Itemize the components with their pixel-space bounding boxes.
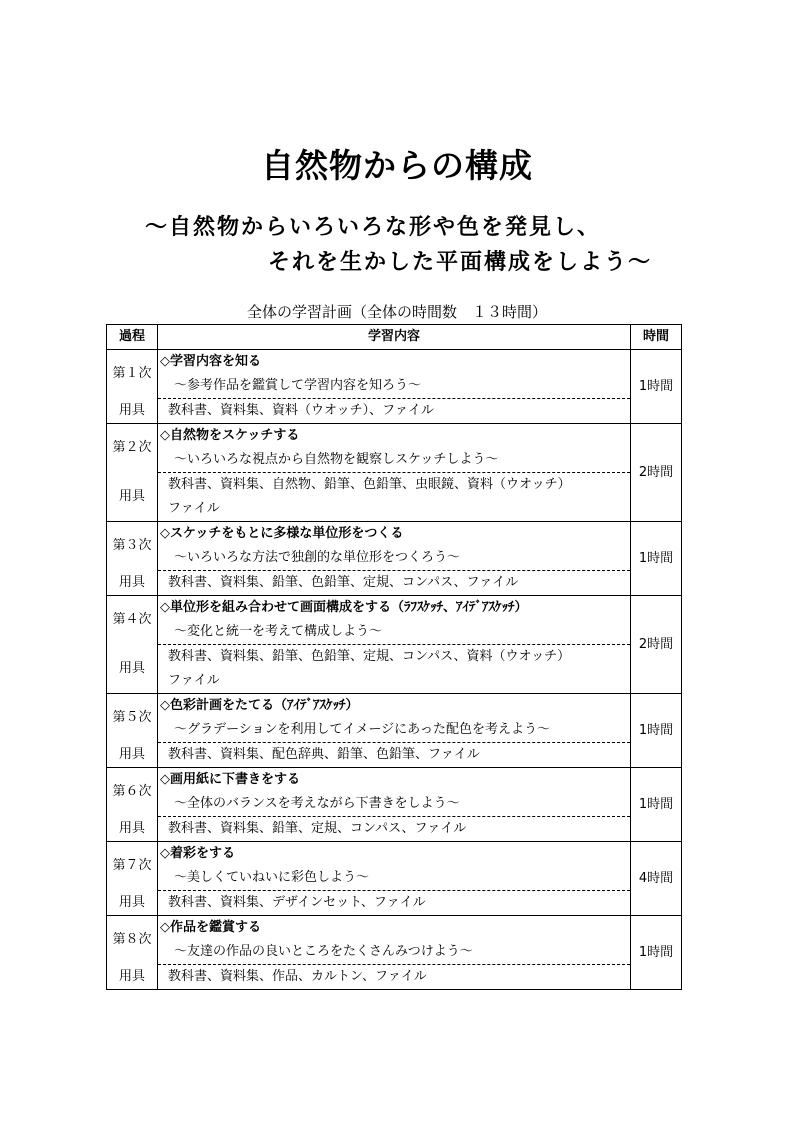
step-cell: 第４次 bbox=[107, 596, 158, 645]
step-cell: 第５次 bbox=[107, 694, 158, 743]
tools-cell: 教科書、資料集、自然物、鉛筆、色鉛筆、虫眼鏡、資料（ウオッチ） bbox=[158, 473, 631, 498]
table-row bbox=[107, 866, 682, 891]
table-row bbox=[107, 645, 682, 670]
header-step: 過程 bbox=[107, 325, 158, 350]
tools-cell: 教科書、資料集、鉛筆、色鉛筆、定規、コンパス、ファイル bbox=[158, 571, 631, 596]
topic-cell: ◇色彩計画をたてる（ｱｲﾃﾞｱｽｹｯﾁ） bbox=[158, 694, 631, 719]
hours-cell: 4時間 bbox=[631, 842, 682, 916]
hours-cell: 1時間 bbox=[631, 916, 682, 990]
tools-label-cell: 用具 bbox=[107, 817, 158, 842]
table-row bbox=[107, 350, 682, 375]
tools-label-cell: 用具 bbox=[107, 571, 158, 596]
tools-cont-cell: ファイル bbox=[158, 669, 631, 694]
desc-cell: 〜参考作品を鑑賞して学習内容を知ろう〜 bbox=[158, 374, 631, 399]
tools-cell: 教科書、資料集、デザインセット、ファイル bbox=[158, 891, 631, 916]
table-row bbox=[107, 546, 682, 571]
table-row bbox=[107, 596, 682, 621]
topic-cell: ◇画用紙に下書きをする bbox=[158, 768, 631, 793]
topic-cell: ◇自然物をスケッチする bbox=[158, 424, 631, 449]
table-row bbox=[107, 817, 682, 842]
subtitle-line-2: それを生かした平面構成をしよう〜 bbox=[268, 249, 653, 275]
table-row bbox=[107, 768, 682, 793]
topic-cell: ◇作品を鑑賞する bbox=[158, 916, 631, 941]
tools-label-cell: 用具 bbox=[107, 645, 158, 694]
step-cell: 第７次 bbox=[107, 842, 158, 891]
table-row bbox=[107, 891, 682, 916]
learning-plan-table bbox=[106, 324, 682, 990]
table-row bbox=[107, 522, 682, 547]
table-header-row bbox=[107, 325, 682, 350]
step-cell: 第８次 bbox=[107, 916, 158, 965]
table-row bbox=[107, 448, 682, 473]
tools-label-cell: 用具 bbox=[107, 473, 158, 522]
topic-cell: ◇スケッチをもとに多様な単位形をつくる bbox=[158, 522, 631, 547]
tools-cont-cell: ファイル bbox=[158, 497, 631, 522]
table-row bbox=[107, 620, 682, 645]
table-row bbox=[107, 399, 682, 424]
tools-label-cell: 用具 bbox=[107, 891, 158, 916]
header-hours: 時間 bbox=[631, 325, 682, 350]
table-row bbox=[107, 473, 682, 498]
hours-cell: 2時間 bbox=[631, 424, 682, 522]
table-row bbox=[107, 965, 682, 990]
table-row bbox=[107, 842, 682, 867]
table-row bbox=[107, 374, 682, 399]
tools-cell: 教科書、資料集、鉛筆、定規、コンパス、ファイル bbox=[158, 817, 631, 842]
tools-label-cell: 用具 bbox=[107, 965, 158, 990]
desc-cell: 〜グラデーションを利用してイメージにあった配色を考えよう〜 bbox=[158, 718, 631, 743]
table-row bbox=[107, 916, 682, 941]
subtitle-line-1: 〜自然物からいろいろな形や色を発見し、 bbox=[145, 214, 602, 240]
tools-cell: 教科書、資料集、作品、カルトン、ファイル bbox=[158, 965, 631, 990]
step-cell: 第２次 bbox=[107, 424, 158, 473]
table-row bbox=[107, 694, 682, 719]
table-row bbox=[107, 940, 682, 965]
table-row bbox=[107, 718, 682, 743]
desc-cell: 〜友達の作品の良いところをたくさんみつけよう〜 bbox=[158, 940, 631, 965]
tools-cell: 教科書、資料集、配色辞典、鉛筆、色鉛筆、ファイル bbox=[158, 743, 631, 768]
hours-cell: 1時間 bbox=[631, 694, 682, 768]
desc-cell: 〜いろいろな方法で独創的な単位形をつくろう〜 bbox=[158, 546, 631, 571]
tools-cell: 教科書、資料集、鉛筆、色鉛筆、定規、コンパス、資料（ウオッチ） bbox=[158, 645, 631, 670]
table-row bbox=[107, 669, 682, 694]
table-row bbox=[107, 424, 682, 449]
table-row bbox=[107, 792, 682, 817]
page-title: 自然物からの構成 bbox=[261, 146, 533, 185]
topic-cell: ◇学習内容を知る bbox=[158, 350, 631, 375]
desc-cell: 〜変化と統一を考えて構成しよう〜 bbox=[158, 620, 631, 645]
header-content: 学習内容 bbox=[158, 325, 631, 350]
topic-cell: ◇単位形を組み合わせて画面構成をする（ﾗﾌｽｹｯﾁ、ｱｲﾃﾞｱｽｹｯﾁ） bbox=[158, 596, 631, 621]
table-row bbox=[107, 497, 682, 522]
step-cell: 第６次 bbox=[107, 768, 158, 817]
hours-cell: 1時間 bbox=[631, 768, 682, 842]
desc-cell: 〜いろいろな視点から自然物を観察しスケッチしよう〜 bbox=[158, 448, 631, 473]
tools-label-cell: 用具 bbox=[107, 743, 158, 768]
hours-cell: 1時間 bbox=[631, 522, 682, 596]
step-cell: 第１次 bbox=[107, 350, 158, 399]
hours-cell: 1時間 bbox=[631, 350, 682, 424]
step-cell: 第３次 bbox=[107, 522, 158, 571]
hours-cell: 2時間 bbox=[631, 596, 682, 694]
topic-cell: ◇着彩をする bbox=[158, 842, 631, 867]
tools-label-cell: 用具 bbox=[107, 399, 158, 424]
tools-cell: 教科書、資料集、資料（ウオッチ）、ファイル bbox=[158, 399, 631, 424]
desc-cell: 〜全体のバランスを考えながら下書きをしよう〜 bbox=[158, 792, 631, 817]
table-row bbox=[107, 571, 682, 596]
table-caption: 全体の学習計画（全体の時間数 １３時間） bbox=[246, 303, 547, 321]
desc-cell: 〜美しくていねいに彩色しよう〜 bbox=[158, 866, 631, 891]
table-row bbox=[107, 743, 682, 768]
